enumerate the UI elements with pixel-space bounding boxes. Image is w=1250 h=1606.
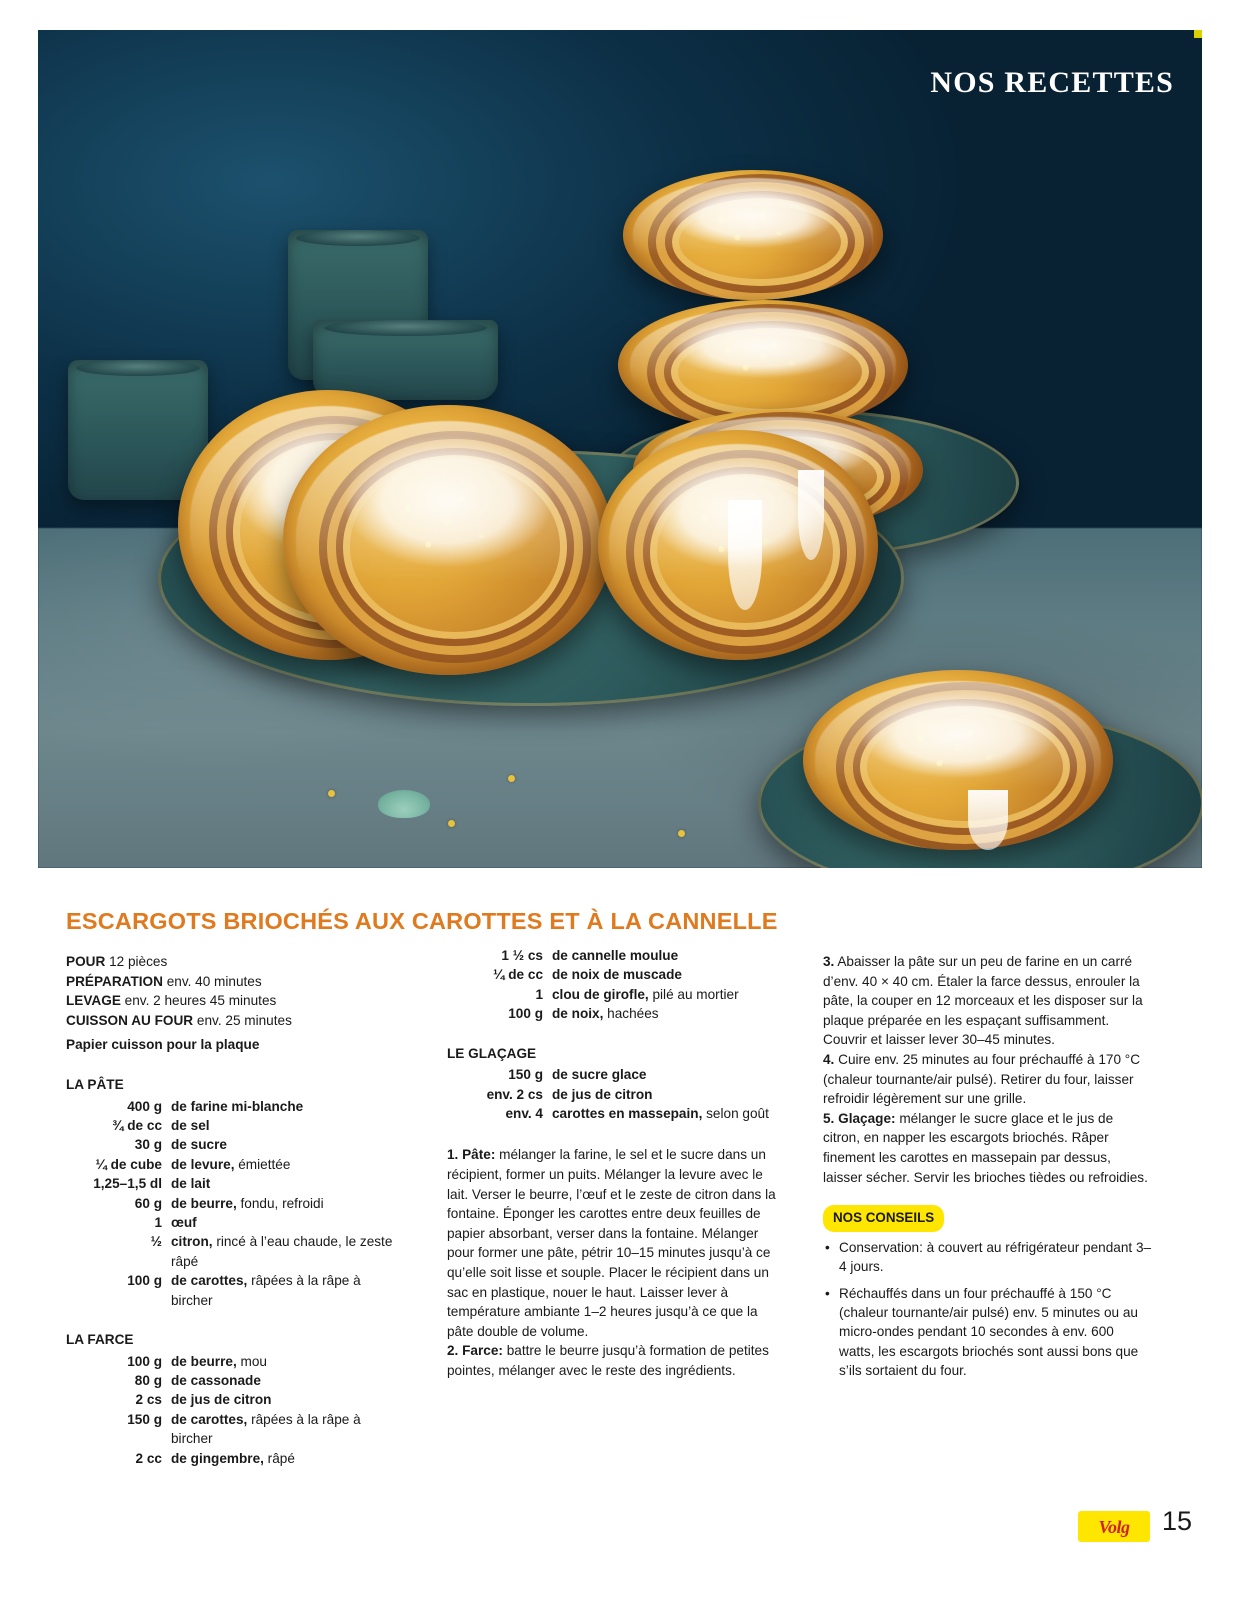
ingredient-name bbox=[552, 1004, 780, 1023]
ingredient-row bbox=[447, 985, 780, 1004]
ingredient-qty: ¼ de cube bbox=[95, 1156, 162, 1172]
icing-drip bbox=[728, 500, 762, 610]
step-text: Cuire env. 25 minutes au four préchauffé à 170 °C (chaleur tournante/air pulsé). Retirer du four, laisser refroidir légèrement sur une grille. bbox=[823, 1051, 1141, 1107]
ingredient-qty: 2 cc bbox=[135, 1450, 162, 1466]
ingredient-note: hachées bbox=[603, 1006, 659, 1022]
ingredient-row bbox=[66, 1174, 396, 1193]
bun-icing bbox=[296, 421, 600, 651]
ingredient-row bbox=[66, 1271, 396, 1310]
section-heading-icing: LE GLAÇAGE bbox=[447, 1045, 537, 1061]
meta-row bbox=[66, 1035, 396, 1055]
ingredient-qty: 80 g bbox=[134, 1373, 162, 1389]
ingredient-name-main: carottes en massepain, bbox=[552, 1106, 703, 1122]
meta-label: PRÉPARATION bbox=[66, 973, 163, 989]
meta-label: Papier cuisson pour la plaque bbox=[66, 1037, 260, 1053]
ingredient-name bbox=[552, 985, 780, 1004]
ingredient-name-main: de jus de citron bbox=[171, 1392, 272, 1408]
ingredient-name bbox=[552, 946, 780, 965]
ingredient-row bbox=[66, 1213, 396, 1232]
ingredient-note: émiettée bbox=[234, 1156, 291, 1172]
ingredient-row bbox=[447, 965, 780, 984]
ingredient-note: fondu, refroidi bbox=[236, 1195, 324, 1211]
section-heading-filling: LA FARCE bbox=[66, 1332, 134, 1348]
bun-bottom-right bbox=[803, 670, 1113, 850]
ingredient-qty: 100 g bbox=[508, 1006, 543, 1022]
ingredient-name-main: de carottes, bbox=[171, 1273, 248, 1289]
ingredient-name-main: de levure, bbox=[171, 1156, 235, 1172]
ingredient-qty: 2 cs bbox=[135, 1392, 162, 1408]
ingredient-name-main: de farine mi-blanche bbox=[171, 1098, 304, 1114]
ingredient-qty: 100 g bbox=[127, 1273, 162, 1289]
icing-drip bbox=[968, 790, 1008, 850]
step-label: Farce: bbox=[458, 1343, 503, 1359]
ingredient-row bbox=[66, 1194, 396, 1213]
ingredient-row bbox=[66, 1449, 396, 1468]
crumb-speck bbox=[328, 790, 335, 797]
ingredient-name-main: œuf bbox=[171, 1215, 197, 1230]
ingredient-qty: 150 g bbox=[508, 1067, 543, 1083]
brand-logo-text: Volg bbox=[1098, 1517, 1130, 1537]
ingredient-qty: 1 ½ cs bbox=[501, 948, 543, 963]
ingredient-name bbox=[171, 1174, 396, 1193]
ingredient-row bbox=[66, 1371, 396, 1390]
step-3 bbox=[823, 952, 1153, 1050]
ingredient-name bbox=[171, 1213, 396, 1232]
ingredient-qty: 1 bbox=[154, 1215, 162, 1230]
step-number: 2. bbox=[447, 1343, 459, 1359]
ingredient-row bbox=[447, 1104, 780, 1123]
step-number: 3. bbox=[823, 954, 835, 969]
ingredient-note: râpées à la râpe à bircher bbox=[171, 1411, 361, 1447]
ingredient-name bbox=[171, 1352, 396, 1371]
ingredient-name bbox=[171, 1135, 396, 1154]
step-number: 5. bbox=[823, 1110, 835, 1126]
meta-row bbox=[66, 1011, 396, 1031]
step-text: mélanger la farine, le sel et le sucre dans un récipient, former un puits. Mélanger la levure avec le lait. Verser le beurre, l’œuf et le zeste de citron dans la fontaine. Éponger les carottes entre deux feuilles de papier absorbant, verser dans la fontaine. Mélanger pour former une pâte, pétrir 10–15 minutes jusqu’à ce qu’elle soit lisse et souple. Placer le récipient dans un sac en plastique, nouer le haut. Laisser lever à température ambiante 1–2 heures jusqu’à ce que la pâte double de volume. bbox=[447, 1147, 776, 1339]
section-heading-dough: LA PÂTE bbox=[66, 1076, 124, 1092]
ingredient-table-spices bbox=[447, 946, 780, 1024]
ingredient-note: mou bbox=[236, 1353, 267, 1369]
ingredient-row bbox=[66, 1390, 396, 1409]
instructions-column-right bbox=[823, 952, 1153, 1388]
ceramic-cup-middle bbox=[313, 320, 498, 400]
ingredient-name bbox=[552, 965, 780, 984]
ingredient-table-icing bbox=[447, 1065, 780, 1123]
step-number: 4. bbox=[823, 1051, 835, 1067]
ingredient-name-main: citron, bbox=[171, 1234, 213, 1250]
recipe-meta bbox=[66, 952, 396, 1055]
bun-icing bbox=[633, 178, 872, 289]
meta-row bbox=[66, 952, 396, 972]
ingredient-qty: 400 g bbox=[127, 1098, 162, 1114]
ingredients-column-left bbox=[66, 952, 396, 1468]
meta-value: 12 pièces bbox=[109, 954, 168, 969]
ingredient-name bbox=[171, 1371, 396, 1390]
meta-row bbox=[66, 991, 396, 1011]
meta-label: CUISSON AU FOUR bbox=[66, 1012, 194, 1028]
tip-item: • Réchauffés dans un four préchauffé à 150 °C (chaleur tournante/air pulsé) env. 5 minutes ou au micro-ondes pendant 10 secondes à env. 600 watts, les escargots briochés sont aussi bons que s’ils sortaient du four. bbox=[839, 1284, 1153, 1381]
ingredient-name bbox=[171, 1410, 396, 1449]
ingredient-name bbox=[171, 1155, 396, 1174]
ingredient-row bbox=[66, 1232, 396, 1271]
ingredient-note: râpé bbox=[263, 1450, 295, 1466]
ingredient-qty: 60 g bbox=[134, 1195, 162, 1211]
mint-leaf bbox=[378, 790, 430, 818]
ingredient-name-main: de carottes, bbox=[171, 1411, 248, 1427]
step-text: mélanger le sucre glace et le jus de citron, en napper les escargots briochés. Râper finement les carottes en massepain par dessus, laisser sécher. Servir les brioches tièdes ou refroidies. bbox=[823, 1110, 1148, 1185]
ingredient-note: pilé au mortier bbox=[648, 986, 739, 1002]
tip-item: • Conservation: à couvert au réfrigérateur pendant 3–4 jours. bbox=[839, 1238, 1153, 1277]
ingredient-table-dough bbox=[66, 1097, 396, 1310]
ingredient-name-main: de beurre, bbox=[171, 1353, 237, 1369]
ingredient-row bbox=[447, 1004, 780, 1023]
ingredient-qty: env. 2 cs bbox=[486, 1086, 543, 1102]
ingredient-name bbox=[171, 1390, 396, 1409]
ingredient-name-main: clou de girofle, bbox=[552, 986, 649, 1002]
ingredient-name-main: de cassonade bbox=[171, 1373, 261, 1389]
step-4 bbox=[823, 1050, 1153, 1109]
ingredient-qty: 150 g bbox=[127, 1411, 162, 1427]
tips-badge: NOS CONSEILS bbox=[823, 1205, 944, 1232]
tips-list bbox=[823, 1238, 1153, 1381]
ingredient-name-main: de sel bbox=[171, 1117, 210, 1133]
ingredient-table-filling bbox=[66, 1352, 396, 1468]
ingredient-name-main: de sucre glace bbox=[552, 1067, 647, 1083]
ingredient-name bbox=[552, 1085, 780, 1104]
bun-icing bbox=[815, 681, 1100, 834]
meta-label: LEVAGE bbox=[66, 993, 121, 1009]
ingredient-qty: ½ bbox=[150, 1234, 162, 1250]
ingredient-name bbox=[171, 1116, 396, 1135]
page-kicker: NOS RECETTES bbox=[930, 66, 1174, 99]
ingredient-row bbox=[66, 1410, 396, 1449]
page-title: ESCARGOTS BRIOCHÉS AUX CAROTTES ET À LA CANNELLE bbox=[66, 908, 778, 934]
corner-mark-icon bbox=[1194, 30, 1202, 38]
ingredient-name-main: de noix de muscade bbox=[552, 967, 682, 983]
bun-icing bbox=[630, 308, 897, 419]
ingredient-name-main: de sucre bbox=[171, 1137, 227, 1153]
bun-center-front bbox=[283, 405, 613, 675]
crumb-speck bbox=[678, 830, 685, 837]
ingredients-column-middle bbox=[447, 946, 780, 1381]
ingredient-row bbox=[66, 1352, 396, 1371]
ingredient-row bbox=[447, 1065, 780, 1084]
ingredient-row bbox=[66, 1135, 396, 1154]
icing-drip bbox=[798, 470, 824, 560]
ingredient-qty: 1,25–1,5 dl bbox=[93, 1176, 162, 1192]
page-number: 15 bbox=[1162, 1506, 1193, 1536]
ingredient-qty: env. 4 bbox=[505, 1106, 543, 1122]
crumb-speck bbox=[508, 775, 515, 782]
ingredient-name bbox=[171, 1194, 396, 1213]
ingredient-row bbox=[66, 1155, 396, 1174]
ingredient-name bbox=[171, 1097, 396, 1116]
step-number: 1. bbox=[447, 1147, 459, 1163]
ingredient-qty: ¼ de cc bbox=[493, 967, 543, 983]
ingredient-name-main: de jus de citron bbox=[552, 1086, 653, 1102]
meta-value: env. 25 minutes bbox=[196, 1012, 292, 1028]
recipe-hero-image bbox=[38, 30, 1202, 868]
ingredient-name bbox=[171, 1232, 396, 1271]
ingredient-qty: ¾ de cc bbox=[112, 1117, 162, 1133]
step-text: battre le beurre jusqu’à formation de petites pointes, mélanger avec le reste des ingrédients. bbox=[447, 1343, 769, 1378]
step-label: Glaçage: bbox=[834, 1110, 896, 1126]
step-5 bbox=[823, 1109, 1153, 1187]
step-2 bbox=[447, 1341, 780, 1380]
ingredient-name bbox=[171, 1271, 396, 1310]
meta-value: env. 40 minutes bbox=[166, 973, 262, 989]
ingredient-name bbox=[552, 1065, 780, 1084]
ingredient-name-main: de gingembre, bbox=[171, 1450, 264, 1466]
ingredient-row bbox=[66, 1116, 396, 1135]
ingredient-qty: 1 bbox=[535, 986, 543, 1002]
ingredient-name-main: de lait bbox=[171, 1176, 211, 1192]
ingredient-name-main: de noix, bbox=[552, 1006, 604, 1022]
meta-row bbox=[66, 972, 396, 992]
ingredient-note: rincé à l’eau chaude, le zeste râpé bbox=[171, 1234, 393, 1269]
brand-logo bbox=[1078, 1511, 1150, 1542]
ingredient-name-main: de beurre, bbox=[171, 1195, 237, 1211]
ingredient-note: selon goût bbox=[702, 1106, 769, 1122]
ingredient-qty: 100 g bbox=[127, 1353, 162, 1369]
crumb-speck bbox=[448, 820, 455, 827]
step-label: Pâte: bbox=[458, 1147, 496, 1163]
ingredient-name bbox=[171, 1449, 396, 1468]
ingredient-name-main: de cannelle moulue bbox=[552, 948, 679, 963]
ingredient-row bbox=[66, 1097, 396, 1116]
meta-value: env. 2 heures 45 minutes bbox=[124, 993, 277, 1009]
ingredient-name bbox=[552, 1104, 780, 1123]
bun-top bbox=[623, 170, 883, 300]
step-1 bbox=[447, 1145, 780, 1341]
ingredient-row bbox=[447, 1085, 780, 1104]
ingredient-note: râpées à la râpe à bircher bbox=[171, 1273, 361, 1308]
meta-label: POUR bbox=[66, 954, 106, 969]
ingredient-qty: 30 g bbox=[134, 1137, 162, 1153]
ingredient-row bbox=[447, 946, 780, 965]
step-text: Abaisser la pâte sur un peu de farine en un carré d’env. 40 × 40 cm. Étaler la farce dessus, enrouler la pâte, la couper en 12 morceaux et les disposer sur la plaque préparée en les espaçant suffisamment. Couvrir et laisser lever 30–45 minutes. bbox=[823, 954, 1143, 1048]
